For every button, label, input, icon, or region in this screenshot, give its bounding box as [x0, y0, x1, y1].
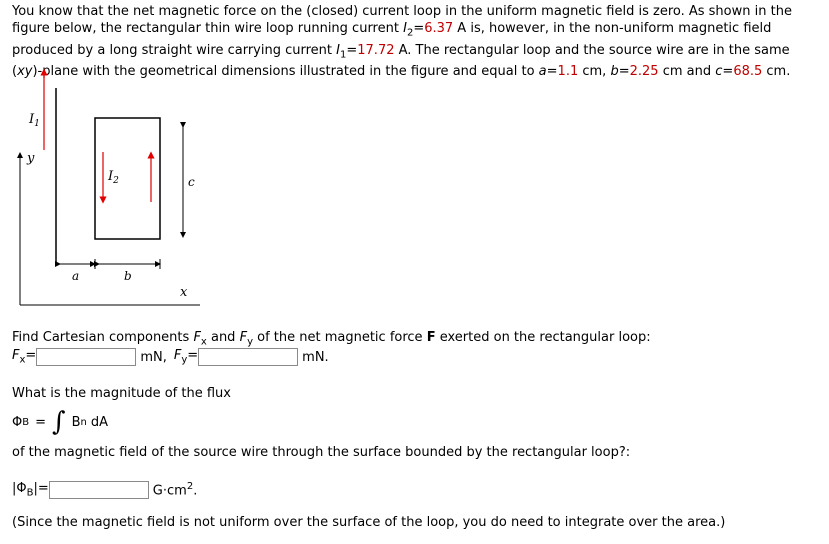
fx-unit: mN,	[140, 349, 167, 365]
dimension-b-value: 2.25	[629, 64, 659, 80]
flux-input[interactable]	[49, 481, 149, 499]
y-axis-label: y	[27, 151, 35, 166]
force-answer-row	[12, 347, 329, 367]
current-i1-value: 17.72	[357, 42, 395, 58]
dimension-b-label: b	[124, 269, 132, 283]
fy-input[interactable]	[198, 348, 298, 366]
dimension-a-label: a	[72, 269, 80, 283]
rectangular-loop	[95, 118, 160, 239]
flux-answer-row	[12, 480, 197, 500]
current-i1-label: $I_1$	[29, 112, 40, 129]
fy-unit: mN.	[302, 349, 329, 365]
dimension-c-label: c	[188, 175, 195, 189]
flux-label: $|\Phi_B|=$	[12, 481, 49, 499]
fx-input[interactable]	[36, 348, 136, 366]
integration-note: (Since the magnetic field is not uniform over the surface of the loop, you do need to integrate over the area.)	[12, 515, 726, 530]
flux-question: What is the magnitude of the flux	[12, 386, 231, 401]
current-i2-label: $I_2$	[108, 169, 119, 186]
current-i2-value: 6.37	[424, 21, 454, 36]
flux-formula: Φ B = ∫ B n dA	[12, 407, 108, 437]
x-axis-label: x	[180, 285, 188, 300]
fy-label: $F_y=$	[173, 348, 199, 366]
wire-loop-figure	[0, 0, 260, 320]
dimension-c-value: 68.5	[733, 64, 763, 80]
flux-followup: of the magnetic field of the source wire through the surface bounded by the rectangular loop?:	[12, 445, 631, 460]
fx-label: $F_x=$	[12, 348, 37, 366]
dimension-a-value: 1.1	[557, 64, 579, 80]
problem-statement: You know that the net magnetic force on the (closed) current loop in the uniform magnetic field is zero. As shown in the figure below, the rectangular thin wire loop running current $I_2=6.37$ A is, however, in the non-uniform magnetic field produced by a long straight wire carrying current $I_1=17.72$ A. The rectangular loop and the source wire are in the same (xy)-plane with the geometrical dimensions illustrated in the figure and equal to a=1.1 cm, b=2.25 cm and c=68.5 cm.	[12, 4, 792, 80]
force-question: Find Cartesian components $F_x$ and $F_y$ of the net magnetic force F exerted on the rectangular loop:	[12, 330, 651, 348]
flux-unit: $G\cdot cm^2$.	[152, 481, 198, 499]
integral-sign: ∫	[52, 407, 66, 437]
